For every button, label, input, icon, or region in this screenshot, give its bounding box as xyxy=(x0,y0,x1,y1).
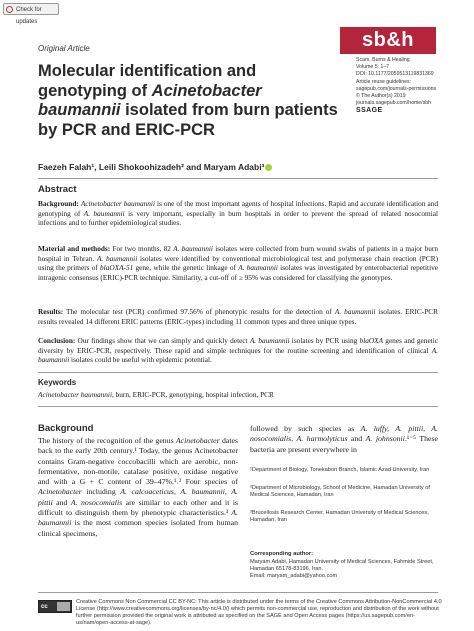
check-for-updates-button[interactable] xyxy=(3,3,59,25)
abstract-background-label: Background: xyxy=(38,199,79,208)
abstract-methods-text: For two months, 82 A. baumannii isolates were collected from burn wound swabs of patients in a major burn hospital in Tehran. A. baumannii isolates were identified by conventional microbiological test and polymerase chain reaction (PCR) using the primers of blaOXA-51 gene, while the genetic linkage of A. baumannii isolates was investigated by enterobacterial repetitive intragenic consensus (ERIC)-PCR technique. Similarity, a cut-off of ≥ 95% was considered for classifying the genotypes. xyxy=(38,244,438,282)
check-for-updates-label: Check for updates xyxy=(16,7,42,25)
creative-commons-icon xyxy=(38,600,72,613)
cc-label: cc xyxy=(41,604,48,610)
abstract-background xyxy=(38,199,438,228)
permissions-link[interactable]: sagepub.com/journals-permissions xyxy=(356,85,437,92)
journal-name: Scars, Burns & Healing xyxy=(356,57,410,63)
divider xyxy=(38,178,438,179)
affiliation-2: ²Department of Microbiology, School of Medicine, Hamadan University of Medical Sciences, Hamadan, Iran xyxy=(250,485,430,499)
copyright: © The Author(s) 2019 xyxy=(356,93,406,100)
journal-info xyxy=(356,57,468,115)
affiliation-1: ¹Department of Biology, Tonekabon Branch, Islamic Azad University, Iran xyxy=(250,467,430,473)
abstract-methods xyxy=(38,244,438,282)
check-icon xyxy=(6,6,13,13)
journal-logo: sb&h xyxy=(340,27,436,54)
abstract-results-label: Results: xyxy=(38,307,64,316)
orcid-icon[interactable] xyxy=(265,164,272,171)
affiliation-3: ³Brucellosis Research Center, Hamadan University of Medical Sciences, Hamadan, Iran xyxy=(250,510,429,524)
background-continued: followed by such species as A. luffy, A. pittii, A. nosocomialis, A. harmolyticus and A. johnsonii.¹⁻⁵ These bacteria are present everywhere in xyxy=(250,424,439,454)
abstract-background-text: Acinetobacter baumannii is one of the most important agents of hospital infections. Rapid and accurate identification and genotyping of A. baumannii is very important, especially in burn hospitals in order to prevent the spread of related nosocomial infections and to further epidemiological studies. xyxy=(38,199,438,228)
title-part-2: isolated from burn patients by PCR and ERIC-PCR xyxy=(38,101,338,139)
title-part-1: Molecular identification and genotyping of xyxy=(38,62,257,100)
authors-text: Faezeh Falah¹, Leili Shokoohizadeh² and Maryam Adabi³ xyxy=(38,162,265,172)
corresponding-author-email[interactable]: Email: maryam_adabi@yahoo.com xyxy=(250,573,338,580)
license-text: Creative Commons Non Commercial CC BY-NC: This article is distributed under the terms of the Creative Commons Attribution-NonCommercial 4.0 License (http://www.creativecommons.org/licenses/by-nc/4.0/) which permits non-commercial use, reproduction and distribution of the work without further permission provided the original work is attributed as specified on the SAGE and Open Access pages (https://us.sagepub.com/en-us/nam/open-access-at-sage). xyxy=(76,599,442,626)
divider xyxy=(38,372,438,373)
abstract-results xyxy=(38,307,438,326)
reuse-guidelines-label: Article reuse guidelines: xyxy=(356,78,412,85)
abstract-conclusion-text: Our findings show that we can simply and quickly detect A. baumannii isolates by PCR using blaOXA genes and genetic diversity by ERIC-PCR, respectively. These rapid and simple techniques for the routine screening and identification of clinical A. baumannii isolates could be useful with epidemic potential. xyxy=(38,336,438,365)
corresponding-author-heading: Corresponding author: xyxy=(250,551,314,557)
journal-home-link[interactable]: journals.sagepub.com/home/sbh xyxy=(356,100,431,107)
corresponding-author-address: Maryam Adabi, Hamadan University of Medical Sciences, Fahmide Street, Hamadan 65178-83196, Iran. xyxy=(250,559,434,573)
abstract-conclusion xyxy=(38,336,438,365)
divider xyxy=(38,406,438,407)
title-italic: Acinetobacter baumannii xyxy=(38,81,262,119)
abstract-methods-label: Material and methods: xyxy=(38,244,111,253)
abstract-conclusion-label: Conclusion: xyxy=(38,336,76,345)
corresponding-author-details xyxy=(250,559,445,581)
article-title xyxy=(38,62,338,140)
background-heading: Background xyxy=(38,423,94,434)
abstract-heading: Abstract xyxy=(38,184,77,195)
author-list xyxy=(38,162,272,172)
keywords-heading: Keywords xyxy=(38,378,77,387)
abstract-results-text: The molecular test (PCR) confirmed 97.56% of phenotypic results for the detection of A. baumannii isolates. ERIC-PCR results revealed 14 different ERIC patterns (ERIC-types) including 11 common types and three unique types. xyxy=(38,307,439,326)
sage-logo: SSAGE xyxy=(356,107,383,115)
keywords-list: Acinetobacter baumannii, burn, ERIC-PCR, genotyping, hospital infection, PCR xyxy=(38,390,274,399)
journal-volume: Volume 5: 1–7 xyxy=(356,64,390,71)
doi-link[interactable]: DOI: 10.1177/2059513119831369 xyxy=(356,71,434,78)
background-paragraph: The history of the recognition of the genus Acinetobacter dates back to the early 20th century.¹ Today, the genus Acinetobacter contains Gram-negative coccobacilli which are aerobic, non-fermentative, non-motile, catalase positive, oxidase negative and with a G + C content of 39–47%.¹˒² Four species of Acinetobacter including A. calcoaceticus, A. baumannii, A. pittii and A. nosocomialis are similar to each other and it is difficult to distinguish them by phenotypic characteristics.³ A. baumannii is the most common species isolated from human clinical specimens, xyxy=(38,436,239,538)
article-type: Original Article xyxy=(38,44,90,53)
divider xyxy=(38,592,438,593)
